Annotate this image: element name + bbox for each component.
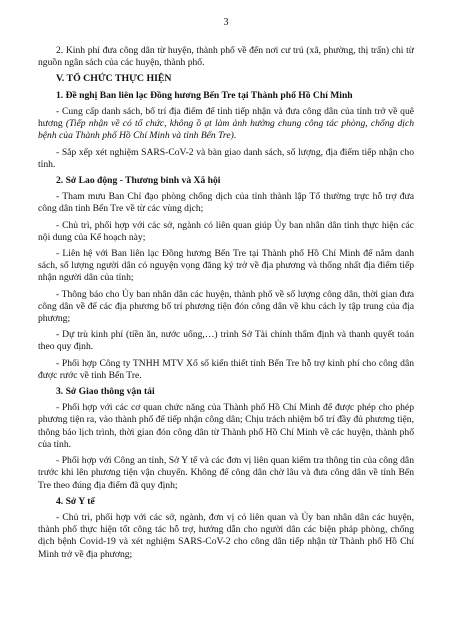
paragraph-funding: 2. Kinh phí đưa công dân từ huyện, thành phố về đến nơi cư trú (xã, phường, thị trấn) chi từ nguồn ngân sách của các huyện, thành phố. xyxy=(38,45,414,69)
paragraph-transport-2: - Phối hợp với Công an tỉnh, Sở Y tế và các đơn vị liên quan kiểm tra thông tin của công dân trước khi lên phương tiện vận chuyển. Không để công dân chờ lâu và đưa công dân về tỉnh Bến Tre theo đúng địa điểm đã quy định; xyxy=(38,455,414,491)
paragraph-transport-1: - Phối hợp với các cơ quan chức năng của Thành phố Hồ Chí Minh để được phép cho phép phương tiện ra, vào thành phố để tiếp nhận công dân; Chịu trách nhiệm bố trí đầy đủ phương tiện, thông báo lịch trình, thời gian đón công dân từ Thành phố Hồ Chí Minh về các huyện, thành phố của tỉnh. xyxy=(38,402,414,450)
paragraph-labour-6: - Phối hợp Công ty TNHH MTV Xổ số kiến thiết tỉnh Bến Tre hỗ trợ kinh phí cho công dân được rước về tỉnh Bến Tre. xyxy=(38,357,414,381)
paragraph-liaison-list: - Cung cấp danh sách, bố trí địa điểm để tỉnh tiếp nhận và đưa công dân của tỉnh trở về quê hương (Tiếp nhận về có tổ chức, không ồ ạt làm ảnh hưởng chung công tác phòng, chống dịch bệnh của Thành phố Hồ Chí Minh và tỉnh Bến Tre). xyxy=(38,106,414,142)
page-number: 3 xyxy=(223,17,229,28)
paragraph-labour-4: - Thông báo cho Ủy ban nhân dân các huyện, thành phố về số lượng công dân, thời gian đưa công dân về để các địa phương bố trí phương tiện đón công dân về khu cách ly tập trung của địa phương; xyxy=(38,288,414,325)
section-heading-implementation: V. TỔ CHỨC THỰC HIỆN xyxy=(56,73,172,85)
paragraph-labour-3: - Liên hệ với Ban liên lạc Đồng hương Bến Tre tại Thành phố Hồ Chí Minh để nắm danh sách, số lượng người dân có nguyện vọng đăng ký trở về địa phương và thống nhất địa điểm tiếp nhận người dân của tỉnh; xyxy=(38,248,414,284)
subheading-liaison-board: 1. Đề nghị Ban liên lạc Đồng hương Bến Tre tại Thành phố Hồ Chí Minh xyxy=(56,89,353,101)
paragraph-labour-2: - Chủ trì, phối hợp với các sở, ngành có liên quan giúp Ủy ban nhân dân tỉnh thực hiện các nội dung của Kế hoạch này; xyxy=(38,219,414,243)
subheading-transport-department: 3. Sở Giao thông vận tải xyxy=(56,386,155,398)
paragraph-labour-1: - Tham mưu Ban Chỉ đạo phòng chống dịch của tỉnh thành lập Tổ thường trực hỗ trợ đưa công dân tỉnh Bến Tre về từ các vùng dịch; xyxy=(38,191,414,215)
subheading-labour-department: 2. Sở Lao động - Thương binh và Xã hội xyxy=(56,175,221,187)
paragraph-labour-5: - Dự trù kinh phí (tiền ăn, nước uống,…) trình Sở Tài chính thẩm định và thanh quyết toán theo quy định. xyxy=(38,329,414,353)
subheading-health-department: 4. Sở Y tế xyxy=(56,495,95,507)
paragraph-liaison-testing: - Sắp xếp xét nghiệm SARS-CoV-2 và bàn giao danh sách, số lượng, địa điểm tiếp nhận cho tỉnh. xyxy=(38,146,414,170)
paragraph-health-1: - Chủ trì, phối hợp với các sở, ngành, đơn vị có liên quan và Ủy ban nhân dân các huyện, thành phố thực hiện tốt công tác hỗ trợ, hướng dẫn cho người dân các biện pháp phòng, chống dịch bệnh Covid-19 và xét nghiệm SARS-CoV-2 cho công dân tiếp nhận từ Thành phố Hồ Chí Minh trở về địa phương; xyxy=(38,511,414,560)
